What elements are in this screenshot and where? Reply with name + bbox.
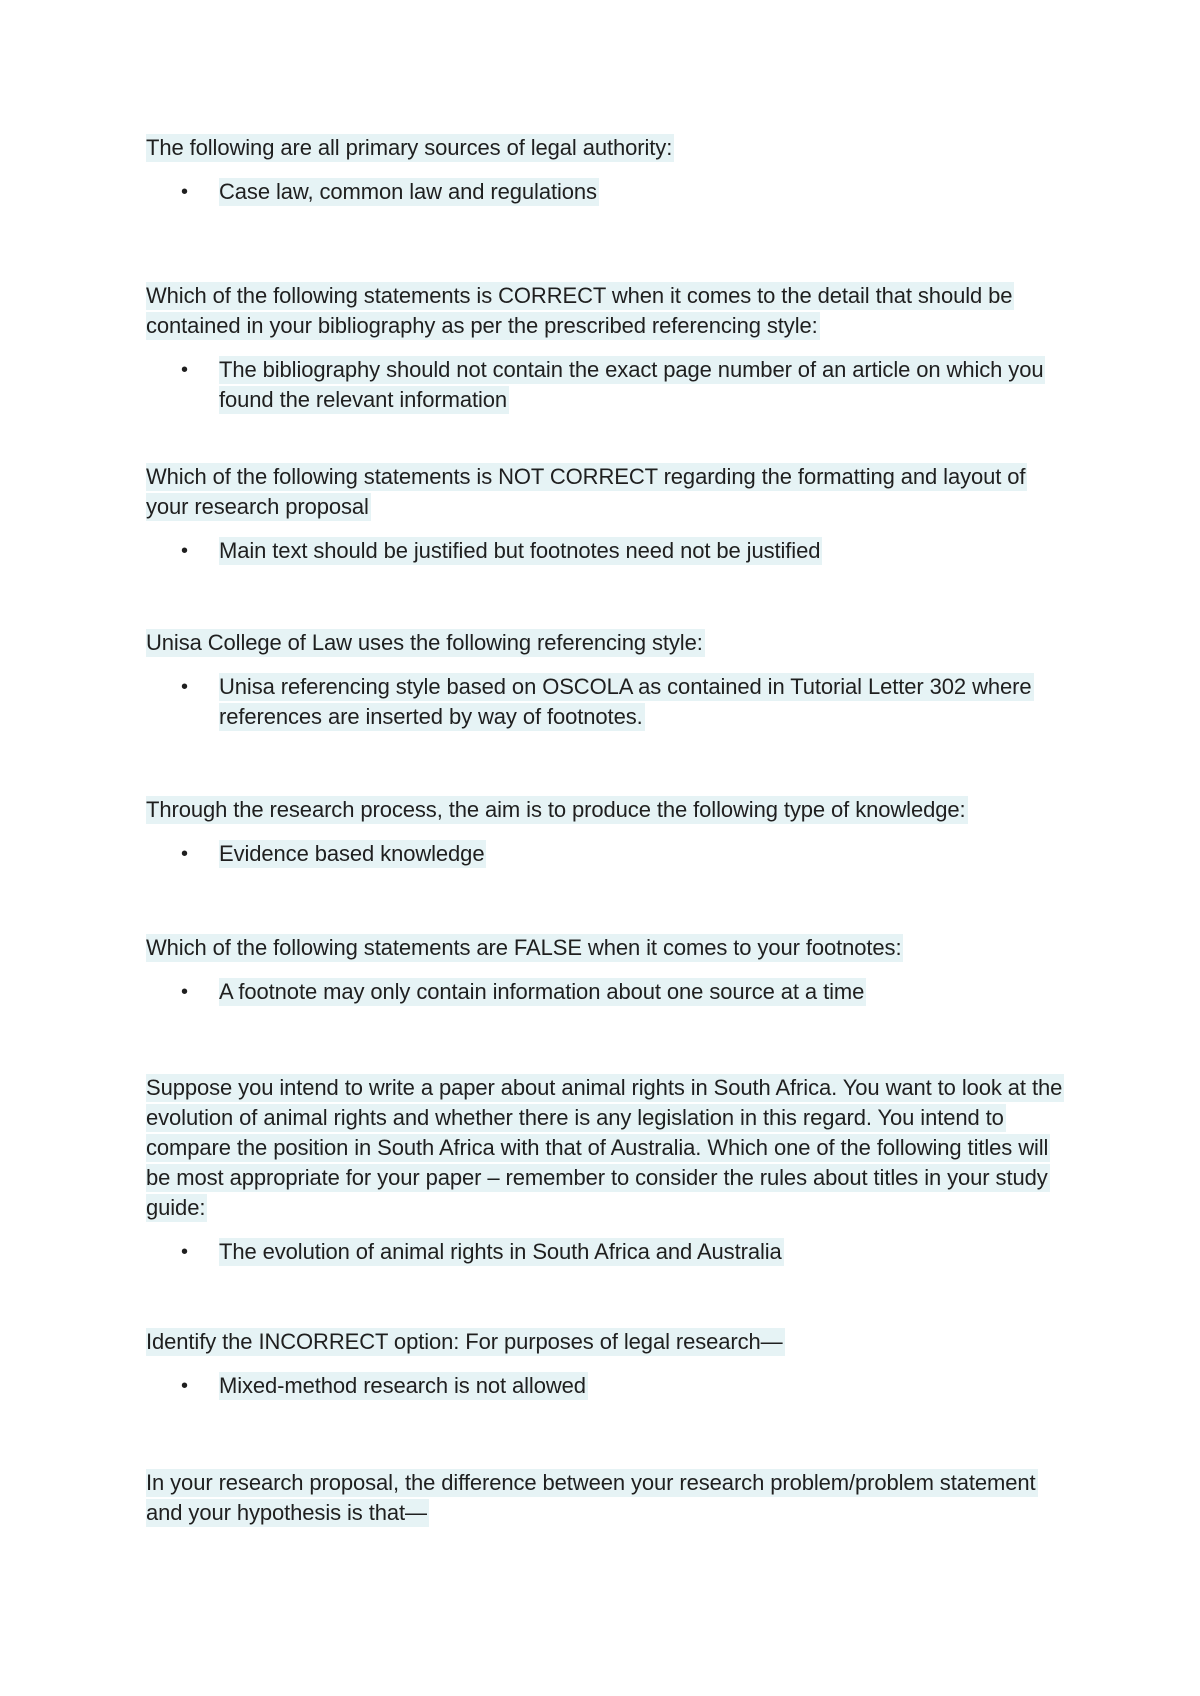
question-text: Which of the following statements is CORRECT when it comes to the detail that should be contained in your bibliography as per the prescribed referencing style: <box>146 283 1013 338</box>
bullet-icon: • <box>181 540 188 562</box>
answer-item: • Unisa referencing style based on OSCOLA as contained in Tutorial Letter 302 where references are inserted by way of footnotes. <box>181 674 1032 729</box>
bullet-icon: • <box>181 981 188 1003</box>
bullet-icon: • <box>181 1241 188 1263</box>
qa-block <box>146 133 1066 207</box>
answer-item: • A footnote may only contain information about one source at a time <box>146 977 1066 1007</box>
bullet-icon: • <box>181 843 188 865</box>
answer-list <box>146 1237 1066 1267</box>
question-text: Unisa College of Law uses the following referencing style: <box>146 630 703 655</box>
answer-list <box>146 977 1066 1007</box>
question-text: Identify the INCORRECT option: For purposes of legal research— <box>146 1329 783 1354</box>
qa-block <box>146 462 1066 566</box>
answer-item: • Evidence based knowledge <box>146 839 1066 869</box>
question-text: Which of the following statements is NOT CORRECT regarding the formatting and layout of your research proposal <box>146 464 1026 519</box>
answer-list <box>146 177 1066 207</box>
answer-item: • The bibliography should not contain the exact page number of an article on which you found the relevant information <box>181 357 1044 412</box>
answer-item: • Case law, common law and regulations <box>146 177 1066 207</box>
answer-item: • Main text should be justified but footnotes need not be justified <box>146 536 1066 566</box>
question-text: The following are all primary sources of legal authority: <box>146 135 673 160</box>
answer-list <box>146 1371 1066 1401</box>
bullet-icon: • <box>181 359 188 381</box>
qa-block <box>146 1468 1066 1528</box>
question-text: Through the research process, the aim is to produce the following type of knowledge: <box>146 797 966 822</box>
bullet-icon: • <box>181 1375 188 1397</box>
qa-block <box>146 628 1066 732</box>
question-text: Suppose you intend to write a paper about animal rights in South Africa. You want to look at the evolution of animal rights and whether there is any legislation in this regard. You intend to compare the position in South Africa with that of Australia. Which one of the following titles will be most appropriate for your paper – remember to consider the rules about titles in your study guide: <box>146 1075 1063 1220</box>
answer-item: • The evolution of animal rights in South Africa and Australia <box>146 1237 1066 1267</box>
answer-list <box>146 536 1066 566</box>
answer-list <box>146 672 1066 732</box>
question-text: In your research proposal, the difference between your research problem/problem statement and your hypothesis is that— <box>146 1470 1036 1525</box>
qa-block <box>146 795 1066 869</box>
question-text: Which of the following statements are FALSE when it comes to your footnotes: <box>146 935 902 960</box>
answer-item: • Mixed-method research is not allowed <box>146 1371 1066 1401</box>
qa-block <box>146 1327 1066 1401</box>
answer-list <box>146 355 1066 415</box>
bullet-icon: • <box>181 676 188 698</box>
bullet-icon: • <box>181 181 188 203</box>
qa-block <box>146 281 1066 415</box>
qa-block <box>146 933 1066 1007</box>
qa-block <box>146 1073 1066 1267</box>
answer-list <box>146 839 1066 869</box>
